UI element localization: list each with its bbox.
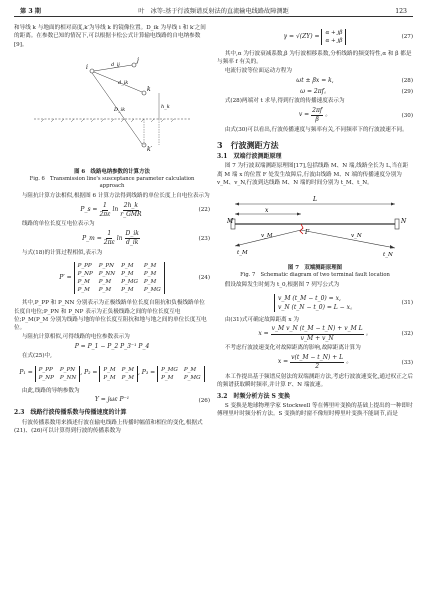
label-f: F [305, 228, 310, 236]
label-dij: d_ij [111, 62, 120, 69]
label-vm: v_M [261, 232, 273, 239]
susceptance-diagram [14, 51, 210, 163]
label-Dik: D_ik [114, 107, 126, 114]
label-x: x [265, 206, 269, 214]
two-terminal-diagram [217, 190, 413, 260]
paragraph: 由式(30)可以看出,行波传播速度与频率有关,不同频率下的行波波速不同。 [224, 126, 408, 133]
equation-23: P_m = $\frac{1}{2\pi\varepsilon}$ ln $\frac{D\_ik}{d\_ik}$ (23) [82, 229, 210, 247]
fig6-caption-en: Fig. 6 Transmission line's susceptance parameter calculation approach [29, 176, 195, 190]
equation-24: P′ = P_PP P_PN P_M P_M P_NP P_NN P_M P_M P_M P_M P_MG P_M P_M P_M P_M P_MG (24) [59, 263, 210, 294]
paragraph: 与阻抗计算方法相似,根据图 6 计算方法得到线路的单位长度上自电位表示为 [21, 193, 210, 200]
paragraph: 由此,线路的导纳参数为 [21, 387, 80, 394]
intro-paragraph: 和导线 k 与地面的相对高度,k′为导线 k 的镜像位置。D_ik 为导线 i 和 k′之间的距离。在参数已知的情况下,可以根据卡松公式计算输电线路的自电纳参数[9]。 [14, 25, 206, 48]
paragraph: 假设故障发生时刻为 t_0,根据图 7 列写公式为 [224, 282, 340, 289]
conductor-k [142, 91, 146, 95]
paragraph: 在式(25)中, [21, 353, 52, 360]
fig6-caption-cn: 图 6 线路电纳参数的计算方法 [74, 168, 150, 175]
label-m: M [227, 217, 234, 225]
equation-25: P = P_1 − P_2 P_3⁻¹ P_4 [74, 342, 150, 350]
section-3-2-heading: 3.2 时频分析方法 S 变换 [217, 392, 290, 400]
paragraph: 与阻抗计算相似,可得线路的电位参数表示为 [21, 333, 130, 340]
equation-25-parts: P₁ = P_PP P_PN P_NP P_NN , P₂ = P_M P_M P_M P_M , P₃ = P_MG P_M P_M P_MG [14, 361, 210, 387]
label-hk: h_k [161, 104, 170, 111]
terminal-n [395, 219, 399, 229]
paragraph: 电流行波等位面运动方程为 [224, 67, 292, 74]
paragraph: 其中,α 为行波衰减系数,β 为行波相移系数,分析线路的频变特性,α 和 β 都是与频率 f 有关的。 [217, 51, 412, 66]
paragraph: 不考虑行波波速变化对故障距离的影响,故障距离计算为 [224, 345, 361, 352]
label-tm: t_M [237, 249, 248, 256]
paragraph: 由(31)式可确定故障距离 x 为 [224, 316, 299, 323]
page-number: 123 [395, 8, 407, 15]
right-column [217, 24, 413, 419]
paragraph: 本工作提出基于频谱反射法的双端测距方法,考虑行波波速变化,通过权正之后的频谱获取瞬时频率,并计算 F、N 端波速。 [217, 373, 413, 389]
fig7-caption-cn: 图 7 双端测距原理图 [287, 265, 343, 272]
paragraph: 式(28)两端对 t 求导,得到行波的传播速度表示为 [224, 98, 345, 105]
issue-label: 第 3 期 [20, 8, 41, 15]
equation-32: x = $\frac{\text{v\_M v\_N (t\_M − t\_N) + v\_M L}}{v\_M + v\_N}$ 。 (32) [258, 325, 413, 342]
section-2-3-heading: 2.3 线路行波传播系数与传播速度的计算 [14, 409, 127, 417]
label-tn: t_N [383, 251, 393, 258]
label-i: i [86, 64, 88, 72]
equation-28: ωt ± βx = k, (28) [296, 76, 413, 84]
matrix-24: P_PP P_PN P_M P_M P_NP P_NN P_M P_M P_M P_M P_MG P_M P_M P_M P_M P_MG [74, 262, 165, 294]
paragraph: 线路的单位长度互电位表示为 [21, 221, 95, 228]
equation-22: P_s = $\frac{1}{2\pi\varepsilon}$ ln $\frac{2h\_k}{\text{r\_GMR}}$ (22) [80, 201, 210, 218]
paragraph: 图 7 为行波双端测距原理图[17],包括线路 M、N 端,线路全长为 L,当在距离 M 端 x 的位置 F 处发生故障后,行波由线路 M、N 端的传播速度分别为 v_M、v_N,行波到达线路 M、N 端的时间分别为 t_M、t_N。 [217, 163, 409, 187]
label-j: j [137, 57, 139, 65]
running-header [14, 6, 413, 17]
equation-33: x = $\frac{v(t\_M - t\_N) + L}{2}$ 。 (33) [277, 353, 413, 371]
running-title: 叶 冰等:基于行波频谱反射法的直流输电线路故障测距 [138, 8, 289, 15]
equation-31: v_M (t_M − t_0) = x, v_N (t_N − t_0) = L − x。 (31) [217, 290, 413, 316]
paragraph: 其中,P_PP 和 P_NN 分别表示为正极线路单位长度自阻抗和负极线路单位长度自电位;P_PN 和 P_NP 表示为正负极线路之间的单位长度互电位;P_M(P_M 分别为线路与地的单位长度互阻抗和地与地之间的单位长度互电位。 [14, 300, 207, 332]
left-column [14, 24, 210, 435]
wave-to-n [301, 230, 395, 248]
fault-symbol [300, 224, 303, 234]
label-L: L [313, 195, 317, 203]
equation-27: γ = √(ZY) = α + jβ α + jβ (27) [283, 30, 413, 44]
ground-hatch [41, 119, 174, 122]
label-k: k [147, 86, 151, 94]
section-3-1-heading: 3.1 双端行波测距原理 [217, 153, 282, 161]
equation-30: v = $\frac{2\pi f}{\beta}$ 。 (30) [298, 106, 413, 124]
paragraph: S 变换是地球物理学家 Stockwell 等在傅里叶变换的基础上提出的一种即时傅理里叶时频分析方法。S 变换的时窗不像短时傅里叶变换不能调节,而是 [217, 402, 413, 418]
fig7-caption-en: Fig. 7 Schematic diagram of two terminal fault location [240, 272, 390, 279]
conductor-i [90, 69, 94, 73]
equation-29: ω = 2πf。 (29) [300, 87, 413, 95]
section-3-heading: 3 行波测距方法 [217, 140, 279, 151]
figure-7 [217, 190, 413, 280]
conductor-j [132, 63, 136, 67]
paragraph: 与式(18)的计算过程相似,表示为 [21, 249, 103, 256]
label-kp: k′ [147, 146, 152, 154]
label-vn: v_N [351, 232, 362, 239]
figure-6 [14, 51, 210, 190]
label-dik: d_ik [118, 80, 129, 87]
label-n: N [401, 217, 407, 225]
paragraph: 行波传播系数用来描述行波在输电线路上传播时幅值和相位的变化,根据式(21)、(26)可以计算得到行波的传播系数为 [14, 419, 203, 434]
equation-26: Y = jωε P⁻¹ (26) [94, 396, 210, 404]
